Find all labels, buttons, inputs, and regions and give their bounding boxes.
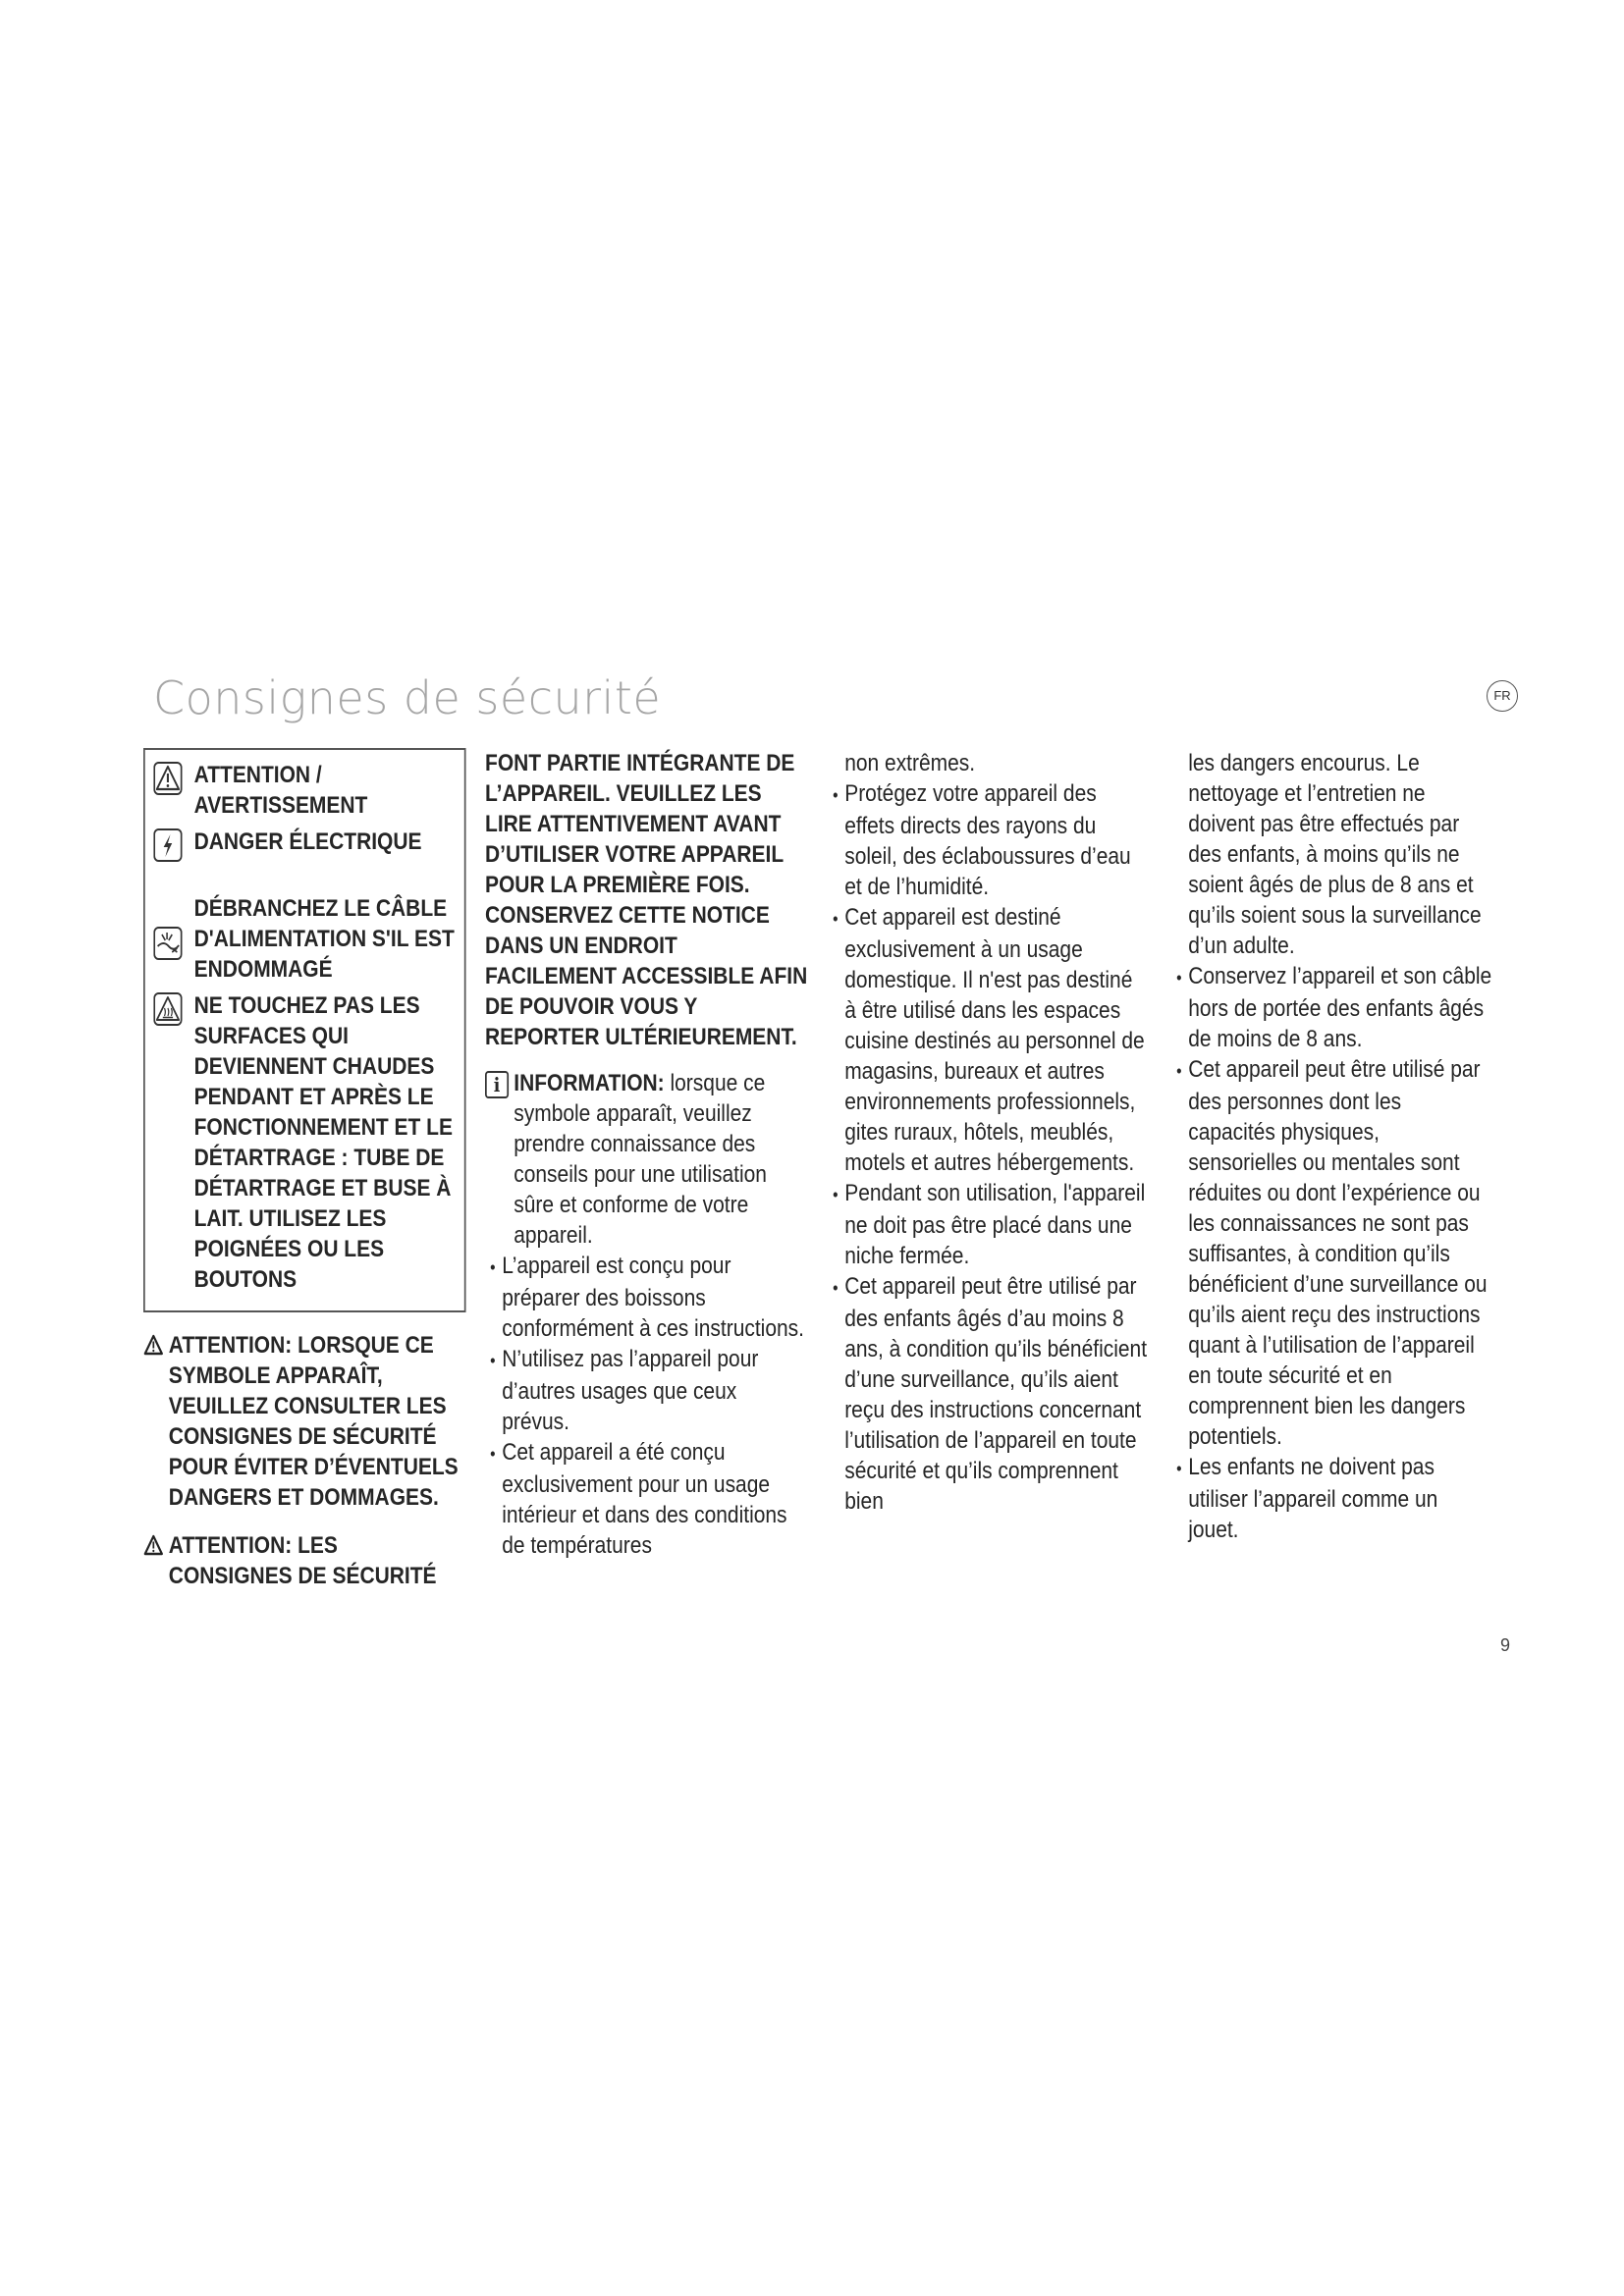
information-note (485, 1068, 808, 1251)
attention-label: ATTENTION / AVERTISSEMENT (193, 762, 368, 819)
page-title: Consignes de sécurité (153, 671, 662, 724)
warning-row-hot (153, 990, 456, 1295)
list-item-continuation: les dangers encourus. Le nettoyage et l’entretien ne doivent pas être effectués par des enfants, à moins qu’ils ne soient âgés de plus de 8 ans et qu’ils soient sous la surveillance d’un adulte. (1188, 750, 1482, 959)
unplug-label: DÉBRANCHEZ LE CÂBLE D'ALIMENTATION S'IL EST ENDOMMAGÉ (193, 895, 455, 983)
column-2 (485, 748, 808, 1561)
hot-surface-icon (153, 992, 182, 1026)
warning-box (143, 748, 466, 1312)
column-4 (1171, 748, 1493, 1545)
list-item: • Pendant son utilisation, l'appareil ne doit pas être placé dans une niche fermée. (833, 1180, 1146, 1269)
info-icon: i (485, 1071, 509, 1098)
list-item: • Cet appareil peut être utilisé par des enfants âgés d’au moins 8 ans, à condition qu’ils bénéficient d’une surveillance, qu’ils aient reçu des instructions concernant l’utilisation de l’appareil en toute sécurité et qu’ils comprennent bien (833, 1273, 1148, 1515)
safety-continuation-text: FONT PARTIE INTÉGRANTE DE L’APPAREIL. VEUILLEZ LES LIRE ATTENTIVEMENT AVANT D’UTILISER VOTRE APPAREIL POUR LA PREMIÈRE FOIS. CONSERVEZ CETTE NOTICE DANS UN ENDROIT FACILEMENT ACCESSIBLE AFIN DE POUVOIR VOUS Y REPORTER ULTÉRIEUREMENT. (485, 750, 808, 1050)
page-number: 9 (1500, 1635, 1511, 1655)
information-text (514, 1068, 807, 1251)
list-item: • Protégez votre appareil des effets directs des rayons du soleil, des éclaboussures d’eau et de l’humidité. (833, 780, 1131, 900)
list-item: • Cet appareil peut être utilisé par des personnes dont les capacités physiques, sensorielles ou mentales sont réduites ou dont l’expérience ou les connaissances ne sont pas suffisantes, à condition qu’ils bénéficient d’une surveillance ou qu’ils aient reçu des instructions quant à l’utilisation de l’appareil en toute sécurité et en comprennent bien les dangers potentiels. (1176, 1056, 1488, 1450)
list-item: • Les enfants ne doivent pas utiliser l’appareil comme un jouet. (1176, 1454, 1438, 1543)
list-item: • Cet appareil a été conçu exclusivement pour un usage intérieur et dans des conditions de températures (490, 1439, 787, 1559)
warning-row-attention (153, 760, 456, 821)
hot-surface-label: NE TOUCHEZ PAS LES SURFACES QUI DEVIENNENT CHAUDES PENDANT ET APRÈS LE FONCTIONNEMENT ET LE DÉTARTRAGE : TUBE DE DÉTARTRAGE ET BUSE À LAIT. UTILISEZ LES POIGNÉES OU LES BOUTONS (193, 992, 453, 1293)
warning-triangle-icon (143, 1533, 164, 1555)
information-body: lorsque ce symbole apparaît, veuillez prendre connaissance des conseils pour une utilisation sûre et conforme de votre appareil. (514, 1070, 767, 1249)
list-item: • Cet appareil est destiné exclusivement à un usage domestique. Il n'est pas destiné à être utilisé dans les espaces cuisine destinés au personnel de magasins, bureaux et autres environnements professionnels, gites ruraux, hôtels, meublés, motels et autres hébergements. (833, 904, 1145, 1176)
language-badge: FR (1487, 680, 1518, 712)
information-label: INFORMATION: (514, 1070, 665, 1096)
warning-triangle-icon (153, 762, 182, 795)
column-1 (143, 748, 466, 1591)
attention-consignes-text: ATTENTION: LES CONSIGNES DE SÉCURITÉ (168, 1532, 437, 1589)
list-item: • Conservez l’appareil et son câble hors de portée des enfants âgés de moins de 8 ans. (1176, 963, 1492, 1052)
attention-consignes-note (143, 1530, 466, 1591)
lightning-icon (153, 828, 182, 862)
attention-symbol-note (143, 1330, 466, 1513)
warning-row-unplug (153, 893, 456, 985)
list-item-continuation: non extrêmes. (844, 750, 976, 776)
column-3 (828, 748, 1150, 1517)
warning-triangle-icon (143, 1333, 164, 1355)
danger-label: DANGER ÉLECTRIQUE (193, 828, 422, 855)
list-item: • N’utilisez pas l’appareil pour d’autres usages que ceux prévus. (490, 1346, 759, 1435)
damaged-cable-icon (153, 927, 182, 960)
list-item: • L’appareil est conçu pour préparer des boissons conformément à ces instructions. (490, 1253, 804, 1342)
attention-symbol-text: ATTENTION: LORSQUE CE SYMBOLE APPARAÎT, VEUILLEZ CONSULTER LES CONSIGNES DE SÉCURITÉ POUR ÉVITER D’ÉVENTUELS DANGERS ET DOMMAGES. (168, 1332, 459, 1511)
warning-row-danger (153, 827, 456, 862)
